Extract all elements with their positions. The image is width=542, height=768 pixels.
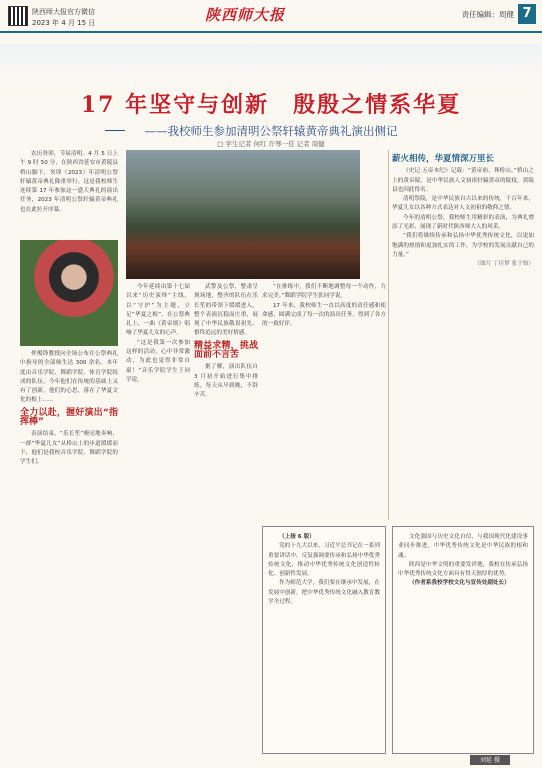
portrait-photo [20,240,118,346]
column-divider [388,150,389,520]
paragraph: 武警及公祭，整肃呈现场地，整齐的队伍在乐长笙的带领下缓缓进入，整个表演沉稳而庄重，展现了中华民族敬畏祖先、慎终追远的美好情感。 [194,284,258,337]
paragraph: 表演结束，“乐长笙”嘹亮地奏响，一群“华夏儿女”从桥山上的步道缓缓而下，他们是我校音乐学院、舞蹈学院的学生们。 [20,431,118,466]
paragraph: 党的十九大以来，习近平总书记在一系列重要讲话中，反复强调要传承和弘扬中华优秀传统文化，推动中华优秀传统文化创造性转化、创新性发展。 [268,543,380,578]
photo-caption: 刘延 摄 [470,755,510,765]
paragraph: 文化强国与历史文化自信，与我国现代化建设事业同步推进，中华优秀传统文化是中华民族的根和魂。 [398,534,528,559]
right-section-heading: 薪火相传，华夏情深万里长 [392,154,495,164]
header-wechat: 陕西师大报官方微信 [32,8,95,16]
paragraph: 今年的清明公祭，我校师生用精彩的表演，为典礼增添了光彩，展现了新时代陕西师大人的风采。 [392,214,534,231]
byline: □ 学生记者 何红 许琴一佳 记者 周健 [217,140,325,148]
headline: 17 年坚守与创新 殷殷之情系华夏 [80,92,462,118]
article-col-2 [126,283,190,754]
photo-credit: （图片 丁佳梦 张于怡） [474,261,534,268]
sidebar-box-right [392,526,534,754]
main-photo [126,150,360,279]
subhead: ——我校师生参加清明公祭轩辕黄帝典礼演出侧记 [144,124,398,138]
paragraph: 仲俊锋教授向全场公布在公祭典礼中指导的全部师生达 300 余名。本年度由音乐学院、舞蹈学院、体育学院组成的队伍，今年他们在传统的基础上又有了创新。他们的心思，落在了华夏文化的根上…… [20,351,118,404]
header-rule [0,31,542,33]
sidebar-box-left [262,526,386,754]
paragraph: 作为师范大学，我们要在继承中发展，在发展中创新，把中华优秀传统文化融入教育教学全过程。 [268,580,380,606]
article-col-1 [20,150,118,238]
paragraph: 17 年来，我校师生一直以高度的责任感和使命感，圆满完成了每一次的演出任务，得到了各方的一致好评。 [262,302,386,328]
header-date: 2023 年 4 月 15 日 [32,19,96,27]
section-heading-2: 精益求精，挑战面前不言苦 [194,340,258,361]
article-col-4 [262,283,386,521]
paragraph: “我们将继续传承和弘扬中华优秀传统文化，以更加饱满的热情和更加扎实的工作，为学校的发展贡献自己的力量。” [392,233,534,258]
masthead-logo: 陕西师大报 [205,6,286,24]
author-note: （作者系我校学校文化与宣传处副处长） [409,580,510,587]
paragraph: 陕西是中华文明的重要发祥地，我校在传承弘扬中华优秀传统文化方面具有得天独厚的优势。 [398,561,528,578]
box-title: （上接 6 版） [279,534,315,540]
paragraph: “在排练中，我们不断地调整每一个动作，力求完美。”舞蹈学院学生张同学说。 [262,284,386,300]
paragraph: 《史记·五帝本纪》记载：“黄帝崩，葬桥山。”桥山之上的黄帝陵，是中华民族人文初祖轩辕黄帝的陵寝，黄陵县也因此得名。 [392,168,534,193]
article-col-3 [194,283,258,754]
paragraph: 今年延续由第十七届以来“历史演绎”主线，以“守护”为主题，立足“华夏之根”，在公祭典礼上，一曲《黄帝颂》唱响了华夏儿女的心声。 [126,284,190,337]
qr-code-icon [8,6,28,26]
article-col-1b [20,350,118,754]
paragraph: 清明祭陵，是中华民族自古以来的传统，千百年来，华夏儿女以各种方式表达对人文初祖的敬仰之情。 [392,196,534,212]
page-number: 7 [518,4,536,24]
header-left [8,4,158,34]
paragraph: 据了解，演出队伍自 3 月初开始进行集中排练，每天从早到晚，不辞辛苦。 [194,364,258,399]
right-column [392,150,534,522]
decorative-banner [0,44,542,86]
section-heading-1: 全力以赴，握好演出“指挥棒” [20,407,118,428]
paragraph: 农历癸卯，节届清明。4 月 5 日上午 9 时 50 分，在陕西省延安市黄陵县桥山脚下，癸卯（2023）年清明公祭轩辕黄帝典礼隆重举行。这是我校师生连续第 17 年参加这一盛大典礼的演出任务，2023 年清明公祭轩辕黄帝典礼也在此拉开序幕。 [20,151,118,213]
paragraph: “这是我第一次参加这样的活动，心中非常激动，为此也觉得非常自豪！”音乐学院学生王同学说。 [126,339,190,383]
header-editor: 责任编辑：周健 [461,10,514,19]
